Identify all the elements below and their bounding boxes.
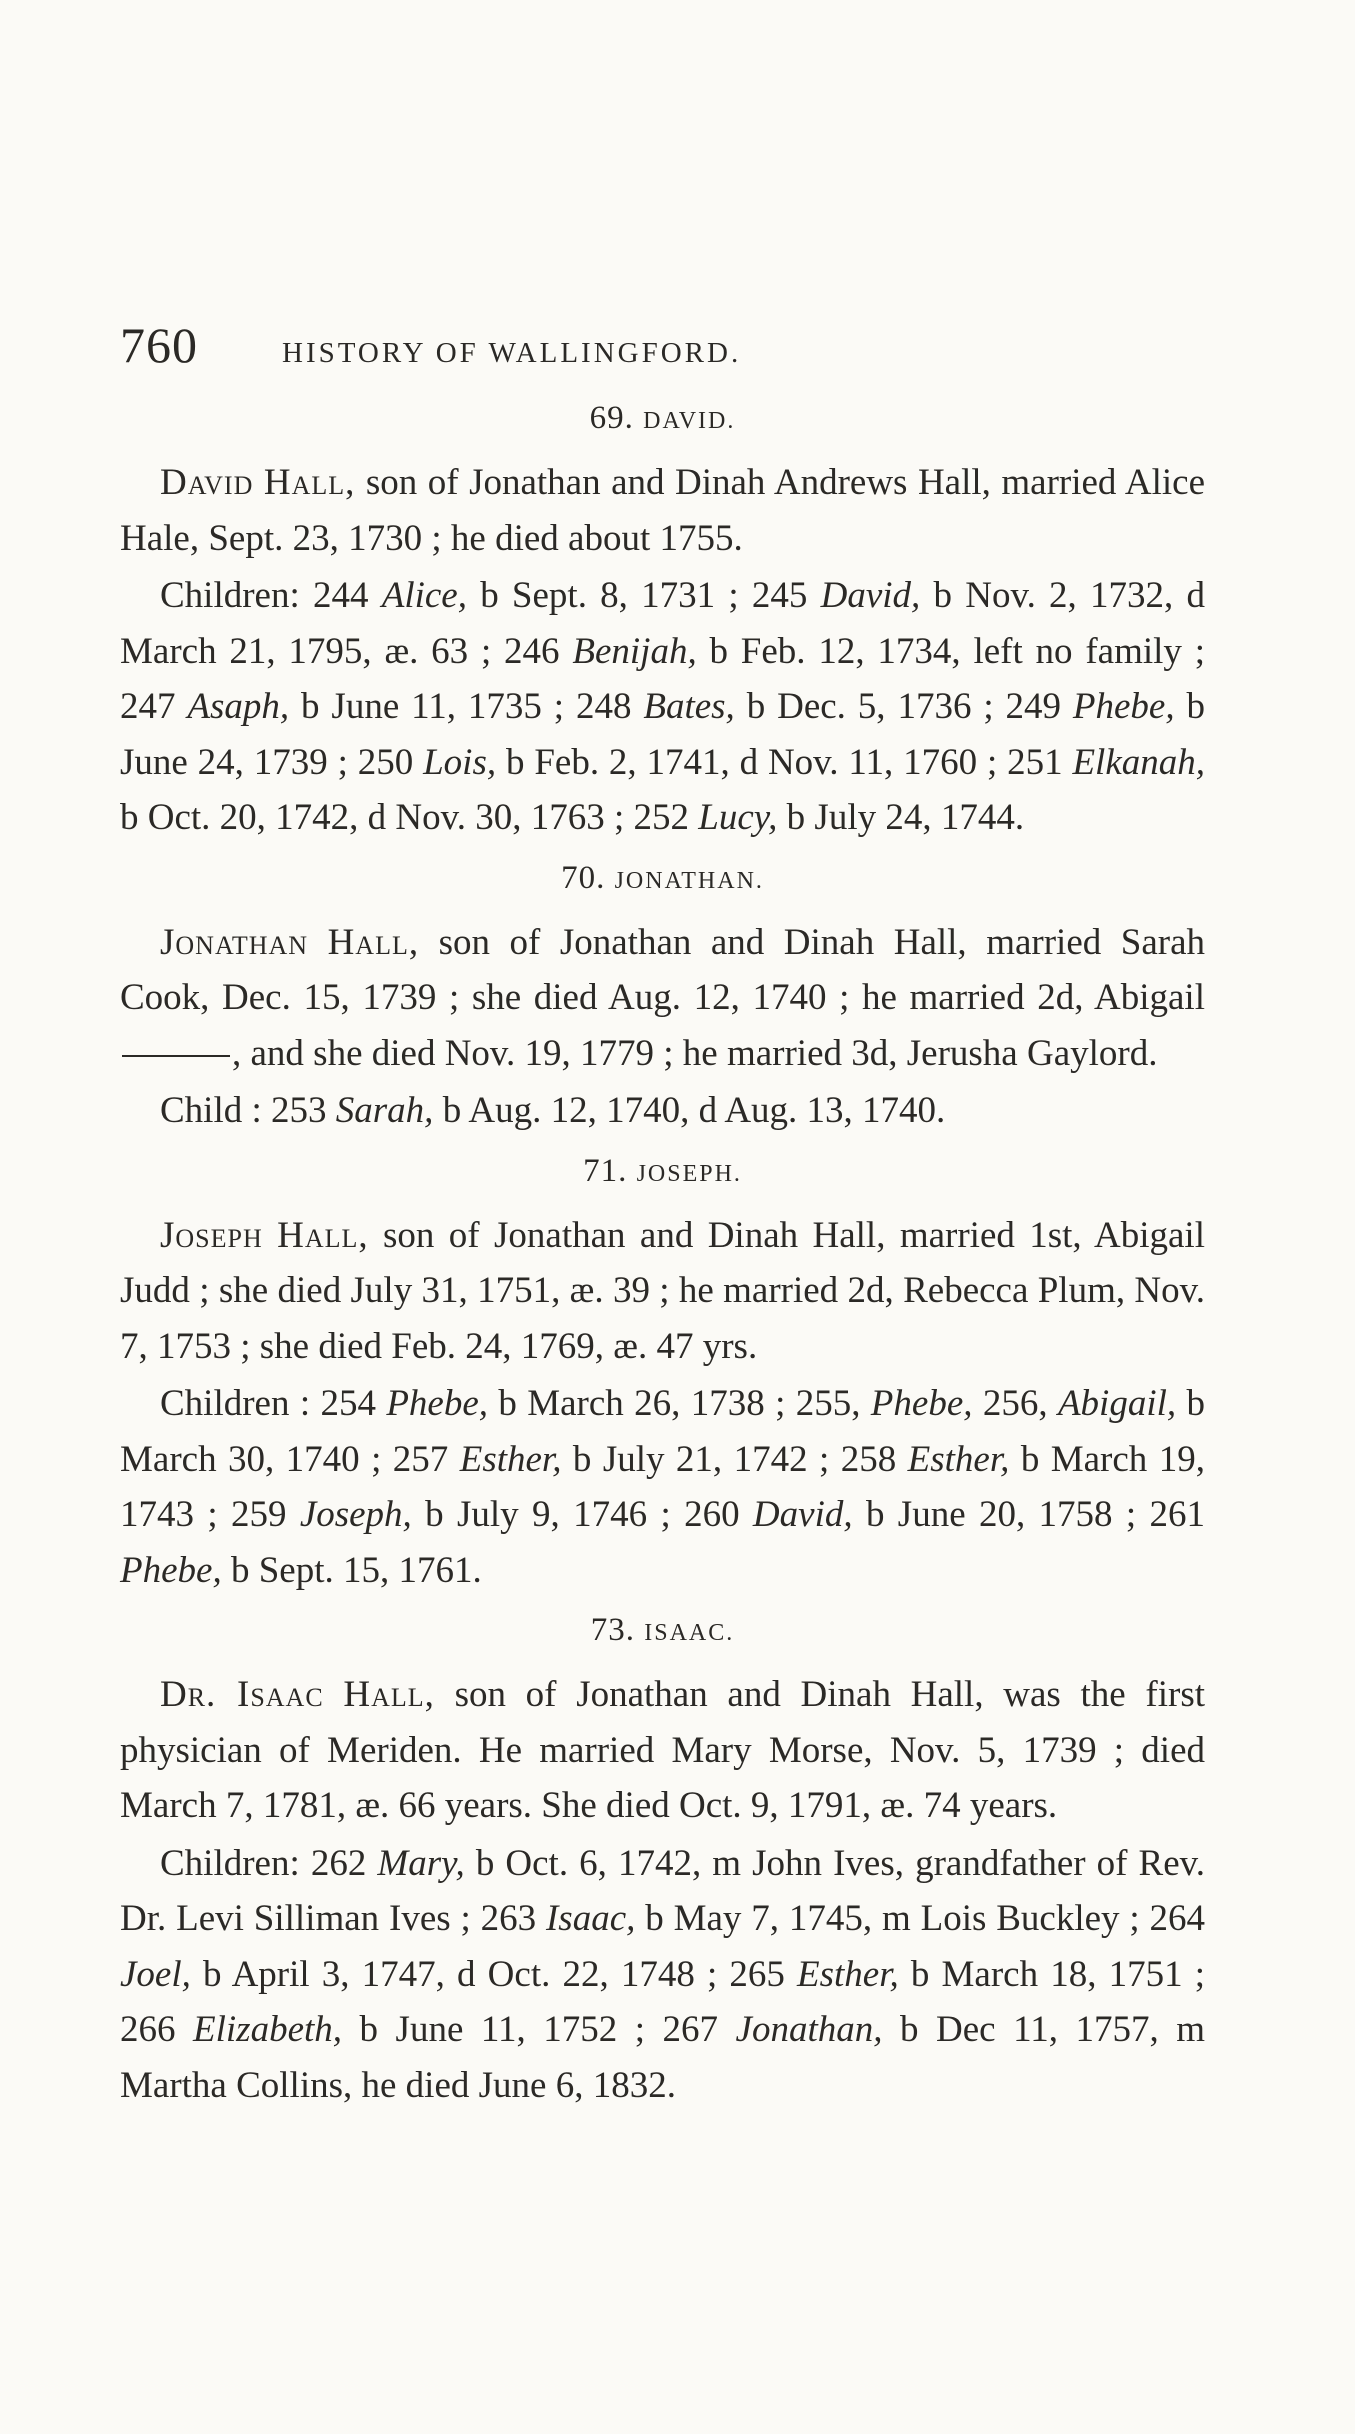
child-name: Phebe,: [1072, 686, 1175, 727]
section-name: JONATHAN.: [614, 867, 764, 894]
person-last-name: Hall,: [343, 1674, 435, 1715]
child-name: Phebe,: [870, 1383, 973, 1424]
section-number: 73.: [590, 1612, 635, 1648]
child-details: b April 3, 1747, d Oct. 22, 1748 ; 265: [190, 1953, 798, 1995]
child-number: 244: [299, 575, 382, 616]
person-first-name: David: [160, 462, 254, 503]
child-details: b July 21, 1742 ; 258: [561, 1438, 908, 1480]
biography-text: son of Jonathan and Dinah Hall, was the first physician of Meriden. He married Mary Morse, Nov. 5, 1739 ; died March 7, 1781, æ. 66 years. She died Oct. 9, 1791, æ. 74 years.: [120, 1674, 1206, 1826]
child-number: 262: [299, 1842, 378, 1884]
child-details: b March 18, 1751 ; 266: [120, 1953, 1205, 2050]
section-name: ISAAC.: [644, 1620, 735, 1646]
sections-container: [120, 400, 1205, 2113]
child-details: b Sept. 8, 1731 ; 245: [466, 575, 821, 616]
biography-text: son of Jonathan and Dinah Hall, married 1st, Abigail Judd ; she died July 31, 1751, æ. 39 ; he married 2d, Rebecca Plum, Nov. 7, 1753 ; she died Feb. 24, 1769, æ. 47 yrs.: [120, 1214, 1205, 1367]
children-label: Children :: [160, 1383, 311, 1424]
child-details: b June 20, 1758 ; 261: [852, 1494, 1206, 1535]
child-details: b March 19, 1743 ; 259: [120, 1438, 1205, 1535]
child-details: b Feb. 2, 1741, d Nov. 11, 1760 ; 251: [496, 741, 1073, 783]
biography-text: son of Jonathan and Dinah Andrews Hall, married Alice Hale, Sept. 23, 1730 ; he died about 1755.: [120, 462, 1206, 559]
child-name: Esther,: [907, 1438, 1010, 1480]
children-paragraph: [120, 568, 1205, 846]
child-name: Lois,: [423, 741, 497, 783]
child-name: Sarah,: [335, 1090, 434, 1131]
child-details: b Oct. 6, 1742, m John Ives, grandfather of Rev. Dr. Levi Silliman Ives ; 263: [120, 1842, 1205, 1939]
child-details: b June 11, 1735 ; 248: [289, 686, 644, 727]
children-paragraph: [120, 1083, 1205, 1139]
section-heading: [120, 400, 1205, 437]
child-name: Phebe,: [386, 1383, 489, 1424]
person-last-name: Hall,: [327, 921, 420, 963]
child-name: Esther,: [797, 1953, 899, 1995]
person-first-name: Jonathan: [160, 921, 309, 963]
child-details: b July 24, 1744.: [777, 797, 1025, 838]
blank-surname-line: [122, 1055, 230, 1057]
children-label: Children:: [160, 575, 300, 616]
child-details: b June 24, 1739 ; 250: [120, 686, 1205, 783]
child-details: 256,: [972, 1383, 1058, 1424]
child-name: Asaph,: [187, 686, 290, 727]
section-heading: [120, 1612, 1205, 1649]
biography-text: son of Jonathan and Dinah Hall, married Sarah Cook, Dec. 15, 1739 ; she died Aug. 12, 1740 ; he married 2d, Abigail: [120, 921, 1205, 1018]
section-heading: [120, 860, 1205, 897]
biography-paragraph: [120, 1667, 1205, 1834]
child-details: b Feb. 12, 1734, left no family ; 247: [120, 630, 1205, 727]
person-first-name: Dr. Isaac: [160, 1674, 324, 1715]
child-name: Joel,: [120, 1953, 191, 1995]
person-first-name: Joseph: [160, 1214, 263, 1256]
section-number: 69.: [589, 400, 634, 436]
child-name: Elkanah,: [1072, 741, 1205, 783]
child-name: Joseph,: [299, 1494, 412, 1535]
child-details: b March 26, 1738 ; 255,: [488, 1383, 871, 1424]
child-number: 253: [261, 1090, 336, 1131]
child-name: Phebe,: [120, 1549, 222, 1591]
child-name: Elizabeth,: [193, 2009, 343, 2050]
children-label: Child :: [160, 1090, 262, 1131]
children-paragraph: [120, 1836, 1205, 2114]
child-details: b June 11, 1752 ; 267: [342, 2009, 736, 2050]
section-name: DAVID.: [643, 408, 736, 434]
child-name: Bates,: [643, 686, 735, 727]
person-last-name: Hall,: [277, 1214, 369, 1256]
child-name: Jonathan,: [735, 2009, 883, 2050]
section-heading: [120, 1153, 1205, 1190]
running-head: [120, 316, 1205, 386]
child-details: b Sept. 15, 1761.: [221, 1549, 482, 1591]
page-number: 760: [120, 317, 198, 373]
biography-paragraph: [120, 915, 1205, 1082]
person-last-name: Hall,: [263, 462, 356, 503]
children-label: Children:: [160, 1842, 300, 1884]
child-details: b July 9, 1746 ; 260: [411, 1494, 753, 1535]
biography-paragraph: [120, 1208, 1205, 1375]
child-details: b March 30, 1740 ; 257: [120, 1383, 1206, 1480]
child-details: b Dec. 5, 1736 ; 249: [734, 686, 1073, 727]
children-paragraph: [120, 1376, 1205, 1598]
child-details: b Dec 11, 1757, m Martha Collins, he died June 6, 1832.: [120, 2009, 1205, 2106]
child-name: Abigail,: [1057, 1383, 1177, 1424]
section-name: JOSEPH.: [636, 1160, 742, 1187]
biography-paragraph: [120, 455, 1205, 566]
child-name: Lucy,: [698, 797, 778, 838]
book-title: HISTORY OF WALLINGFORD.: [282, 337, 742, 369]
child-name: David,: [820, 575, 921, 616]
child-name: Isaac,: [545, 1898, 636, 1939]
child-details: b May 7, 1745, m Lois Buckley ; 264: [635, 1898, 1206, 1939]
biography-text-continued: , and she died Nov. 19, 1779 ; he married 3d, Jerusha Gaylord.: [232, 1032, 1158, 1074]
child-name: Mary,: [377, 1842, 465, 1884]
section-number: 70.: [561, 859, 606, 896]
child-name: Esther,: [459, 1438, 562, 1480]
child-details: b Aug. 12, 1740, d Aug. 13, 1740.: [433, 1090, 946, 1131]
child-number: 254: [310, 1383, 387, 1424]
page: [120, 316, 1205, 2113]
child-name: Benijah,: [572, 630, 697, 672]
child-name: David,: [752, 1494, 853, 1535]
child-details: b Oct. 20, 1742, d Nov. 30, 1763 ; 252: [120, 797, 699, 838]
section-number: 71.: [583, 1152, 628, 1189]
child-details: b Nov. 2, 1732, d March 21, 1795, æ. 63 ; 246: [120, 575, 1206, 672]
child-name: Alice,: [381, 575, 467, 616]
